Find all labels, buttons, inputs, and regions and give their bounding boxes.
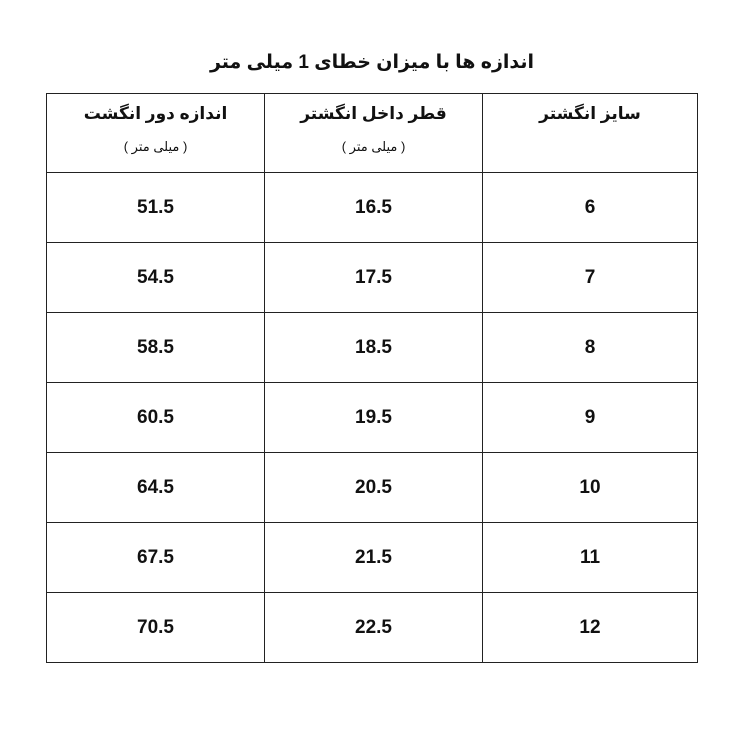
header-circumference-unit: ( میلی متر ) — [123, 139, 188, 154]
cell-circumference: 58.5 — [47, 313, 265, 383]
cell-ring-size: 6 — [483, 173, 698, 243]
header-inner-diameter-unit: ( میلی متر ) — [341, 139, 406, 154]
cell-circumference: 64.5 — [47, 453, 265, 523]
header-circumference-title: اندازه دور انگشت — [83, 104, 228, 123]
cell-inner-diameter: 22.5 — [265, 593, 483, 663]
table-row — [47, 523, 698, 593]
cell-ring-size: 7 — [483, 243, 698, 313]
table-row — [47, 593, 698, 663]
table-header-row — [47, 94, 698, 173]
header-inner-diameter-title: قطر داخل انگشتر — [300, 104, 447, 123]
cell-circumference: 60.5 — [47, 383, 265, 453]
table-row — [47, 243, 698, 313]
cell-ring-size: 10 — [483, 453, 698, 523]
header-inner-diameter — [265, 94, 483, 173]
cell-inner-diameter: 19.5 — [265, 383, 483, 453]
header-circumference — [47, 94, 265, 173]
table-row — [47, 313, 698, 383]
cell-circumference: 51.5 — [47, 173, 265, 243]
header-ring-size — [483, 94, 698, 173]
cell-inner-diameter: 16.5 — [265, 173, 483, 243]
cell-circumference: 70.5 — [47, 593, 265, 663]
cell-inner-diameter: 18.5 — [265, 313, 483, 383]
cell-inner-diameter: 21.5 — [265, 523, 483, 593]
cell-inner-diameter: 17.5 — [265, 243, 483, 313]
table-row — [47, 173, 698, 243]
cell-circumference: 54.5 — [47, 243, 265, 313]
cell-ring-size: 9 — [483, 383, 698, 453]
ring-size-table — [46, 93, 698, 663]
cell-ring-size: 8 — [483, 313, 698, 383]
cell-ring-size: 11 — [483, 523, 698, 593]
cell-inner-diameter: 20.5 — [265, 453, 483, 523]
table-caption: اندازه ها با میزان خطای 1 میلی متر — [209, 52, 535, 73]
cell-ring-size: 12 — [483, 593, 698, 663]
header-ring-size-title: سایز انگشتر — [539, 104, 641, 123]
cell-circumference: 67.5 — [47, 523, 265, 593]
table-row — [47, 383, 698, 453]
table-row — [47, 453, 698, 523]
